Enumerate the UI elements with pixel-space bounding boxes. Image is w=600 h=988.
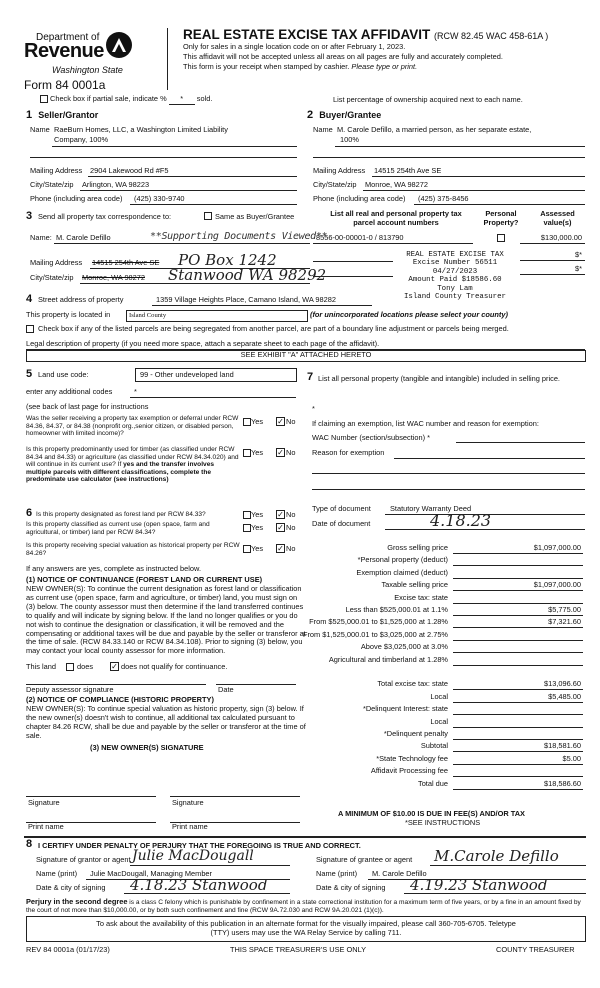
located-label: This property is located in	[26, 310, 111, 319]
owner-signature-2[interactable]: Signature	[172, 798, 204, 807]
yes-label: Yes	[251, 523, 264, 532]
footer-county-treasurer: COUNTY TREASURER	[496, 945, 575, 954]
calc-row-value[interactable]: $5,485.00	[548, 691, 581, 701]
yes-label: Yes	[251, 510, 264, 519]
assessed-value[interactable]: $130,000.00	[540, 233, 582, 242]
s5-number: 5	[26, 368, 33, 380]
s3-mail-label: Mailing Address	[30, 258, 83, 267]
notice-1-body: NEW OWNER(S): To continue the current designation as forest land or classification as current use (open space, farm and agriculture, or timber) land, you must sign on (3) below. The county assessor must then determine if the land transferred continues to qualify and will indicate by signing below. If the land no longer qualifies or you do not wish to continue the designation or classification, it will be removed and the compensating or additional taxes will be due and payable by the seller or transferor at the time of sale. (RCW 84.33.140 or RCW 84.34.108). Prior to signing (3) below, you may contact your local county assessor for more information.	[26, 584, 306, 656]
legal-description-field[interactable]: SEE EXHIBIT "A" ATTACHED HERETO	[26, 350, 586, 362]
personal-property-value[interactable]: *	[312, 404, 315, 413]
no-label: No	[286, 510, 296, 519]
seller-city-label: City/State/zip	[30, 180, 74, 189]
calc-row-value[interactable]: $5,775.00	[548, 605, 581, 614]
calc-row-label: *State Technology fee	[376, 753, 448, 763]
grantor-date-label: Date & city of signing	[36, 883, 106, 892]
reason-label: Reason for exemption	[312, 448, 385, 457]
s5-q2-no-checked[interactable]: ✓	[277, 448, 284, 457]
s5-q1-no-checked[interactable]: ✓	[277, 417, 284, 426]
seller-name-1[interactable]: RaeBurn Homes, LLC, a Washington Limited Liability	[54, 125, 228, 134]
minimum-note: A MINIMUM OF $10.00 IS DUE IN FEE(S) AND/OR TAX	[338, 809, 525, 818]
unincorp-note: (for unincorporated locations please select your county)	[310, 310, 508, 319]
seller-name-label: Name	[30, 125, 50, 134]
buyer-mail[interactable]: 14515 254th Ave SE	[374, 166, 442, 175]
street-label: Street address of property	[38, 295, 124, 304]
seller-heading: 1 Seller/Grantor	[26, 109, 99, 121]
grantee-signature-label: Signature of grantee or agent	[316, 855, 413, 864]
buyer-phone-label: Phone (including area code)	[313, 194, 406, 203]
grantee-signature[interactable]: M.Carole Defillo	[434, 847, 559, 865]
personal-property-checkbox[interactable]	[497, 234, 505, 242]
notice-2-title: (2) NOTICE OF COMPLIANCE (HISTORIC PROPERTY)	[26, 695, 214, 704]
deputy-date-label: Date	[218, 685, 234, 694]
same-as-buyer-checkbox[interactable]	[204, 212, 212, 220]
calc-row-label: Taxable selling price	[381, 580, 448, 590]
s6-question-3: Is this property receiving special valuation as historical property per RCW 84.26?	[26, 542, 240, 557]
county-select[interactable]: Island County	[126, 310, 308, 322]
parcel-number[interactable]: 8556-00-00001-0 / 813790	[316, 233, 404, 242]
parcel-header-2: Personal Property?	[483, 209, 519, 227]
ada-notice: To ask about the availability of this publication in an alternate format for the visually impaired, please call 360-705-6705. Teletype (TTY) users may use the WA Relay Service by calling 711.	[26, 916, 586, 942]
yes-label: Yes	[251, 544, 264, 553]
form-title: REAL ESTATE EXCISE TAX AFFIDAVIT (RCW 82.45 WAC 458-61A )	[183, 27, 549, 42]
claim-exemption-label: If claiming an exemption, list WAC number and reason for exemption:	[312, 419, 539, 428]
s5-q1-yes[interactable]	[243, 418, 251, 426]
s6-q2-no-checked[interactable]: ✓	[277, 523, 284, 532]
calc-row-label: Above $3,025,000 at 3.0%	[360, 642, 448, 652]
s5-question-2: Is this property predominantly used for timber (as classified under RCW 84.34 and 84.33) or agriculture (as classified under RCW 84.34.020) and will continue in its current use? If yes and the transfer involves multiple parcels with different classifications, complete the predominate use calculator (see instructions)	[26, 446, 239, 484]
buyer-name-2[interactable]: 100%	[340, 135, 359, 144]
s3-name-label: Name:	[30, 233, 52, 242]
header-line-3: This form is your receipt when stamped by cashier. Please type or print.	[183, 62, 418, 71]
s3-mail-struck: 14515 254th Ave SE	[92, 258, 160, 267]
calc-row-label: Total due	[418, 778, 448, 788]
seller-phone-label: Phone (including area code)	[30, 194, 123, 203]
notice-2-body: NEW OWNER(S): To continue special valuation as historic property, sign (3) below. If the new owner(s) doesn't wish to continue, all additional tax calculated pursuant to chapter 84.26 RCW, shall be due and payable by the seller or transferor at the time of sale.	[26, 704, 306, 740]
header-line-1: Only for sales in a single location code on or after February 1, 2023.	[183, 42, 406, 51]
land-use-label: Land use code:	[38, 370, 89, 379]
excise-paid-stamp: REAL ESTATE EXCISE TAX Excise Number 56511 04/27/2023 Amount Paid $18586.60 Tony Lam Island County Treasurer	[403, 251, 506, 302]
state-label: Washington State	[52, 65, 123, 75]
perjury-notice: Perjury in the second degree is a class C felony which is punishable by confinement in a state correctional institution for a maximum term of five years, or by a fine in an amount fixed by the court of not more than $10,000.00, or by both such confinement and fine (RCW 9A.72.030 and RCW 9A.20.021 (1)(c)).	[26, 897, 581, 914]
revenue-logo-icon	[104, 30, 134, 60]
additional-codes-value[interactable]: *	[134, 387, 137, 396]
s5-q2-yes[interactable]	[243, 449, 251, 457]
grantor-name-label: Name (print)	[36, 869, 78, 878]
calc-row-label: Local	[430, 716, 448, 726]
calc-row-value[interactable]: $7,321.60	[548, 617, 581, 627]
owner-signature-1[interactable]: Signature	[28, 798, 60, 807]
supporting-docs-stamp: **Supporting Documents Viewed**	[150, 231, 328, 242]
land-does-not-checkbox[interactable]: ✓	[111, 662, 118, 671]
assessed-blank-1[interactable]: $*	[575, 250, 582, 259]
buyer-mail-label: Mailing Address	[313, 166, 366, 175]
owner-print-name-2[interactable]: Print name	[172, 822, 208, 831]
calc-row-label: *Delinquent Interest: state	[362, 704, 448, 714]
calc-row-value[interactable]: $18,581.60	[544, 741, 581, 751]
partial-sale-label: Check box if partial sale, indicate % * sold.	[50, 94, 213, 103]
grantee-date-label: Date & city of signing	[316, 883, 386, 892]
notice-1-title: (1) NOTICE OF CONTINUANCE (FOREST LAND OR CURRENT USE)	[26, 575, 263, 584]
doc-type-value[interactable]: Statutory Warranty Deed	[390, 504, 472, 513]
grantor-signature-label: Signature of grantor or agent	[36, 855, 131, 864]
calc-row-label: Total excise tax: state	[377, 679, 448, 689]
land-use-select[interactable]: 99 - Other undeveloped land	[135, 368, 297, 382]
segregate-checkbox[interactable]	[26, 325, 34, 333]
legal-desc-label: Legal description of property (if you need more space, attach a separate sheet to each page of the affidavit).	[26, 339, 380, 348]
s7-label: List all personal property (tangible and intangible) included in selling price.	[318, 374, 560, 383]
calc-row-label: *Delinquent penalty	[383, 729, 448, 738]
seller-mail-label: Mailing Address	[30, 166, 83, 175]
see-instructions-note: *SEE INSTRUCTIONS	[405, 818, 481, 827]
doc-date-handwritten[interactable]: 4.18.23	[430, 511, 492, 530]
calc-row-label: Exemption claimed (deduct)	[356, 567, 448, 577]
no-label: No	[286, 523, 296, 532]
grantee-name[interactable]: M. Carole Defillo	[372, 869, 427, 878]
calc-row-label: Affidavit Processing fee	[370, 766, 448, 776]
s6-question-2: Is this property classified as current use (open space, farm and agricultural, or timber) land per RCW 84.34?	[26, 521, 210, 536]
s7-number: 7	[307, 371, 314, 383]
calc-row-label: *Personal property (deduct)	[357, 555, 448, 565]
calc-row-label: Less than $525,000.01 at 1.1%	[345, 605, 448, 614]
parcel-header-3: Assessed value(s)	[540, 209, 575, 227]
street-address[interactable]: 1359 Village Heights Place, Camano Island, WA 98282	[156, 295, 336, 304]
grantor-name[interactable]: Julie MacDougall, Managing Member	[90, 869, 213, 878]
footer-treasurer-space: THIS SPACE TREASURER'S USE ONLY	[230, 945, 367, 954]
s5-question-1: Was the seller receiving a property tax exemption or deferral under RCW 84.36, 84.37, or 84.38 (nonprofit org.,senior citizen, or disabled person, homeowner with limited income)?	[26, 415, 239, 438]
calc-row-label: From $1,525,000.01 to $3,025,000 at 2.75%	[302, 629, 448, 639]
buyer-name-1[interactable]: M. Carole Defillo, a married person, as her separate estate,	[337, 125, 532, 134]
calc-row-label: From $525,000.01 to $1,525,000 at 1.28%	[309, 617, 448, 627]
owner-print-name-1[interactable]: Print name	[28, 822, 64, 831]
s3-city-label: City/State/zip	[30, 273, 74, 282]
notice-3-title: (3) NEW OWNER(S) SIGNATURE	[90, 743, 204, 752]
doc-type-label: Type of document	[312, 504, 371, 513]
see-back-note: (see back of last page for instructions	[26, 402, 149, 411]
wac-label: WAC Number (section/subsection) *	[312, 433, 431, 442]
s3-mail-handwritten[interactable]: PO Box 1242	[178, 251, 277, 269]
s6-q3-no-checked[interactable]: ✓	[277, 544, 284, 553]
seller-phone[interactable]: (425) 330-9740	[134, 194, 185, 203]
s6-question-1: Is this property designated as forest land per RCW 84.33?	[36, 511, 206, 518]
s6-q1-no-checked[interactable]: ✓	[277, 510, 284, 519]
buyer-phone[interactable]: (425) 375-8456	[418, 194, 469, 203]
revenue-label: Revenue	[24, 40, 104, 62]
calc-row-value[interactable]: $1,097,000.00	[533, 580, 581, 590]
calc-row-label: Excise tax: state	[394, 592, 448, 602]
certify-statement: I CERTIFY UNDER PENALTY OF PERJURY THAT THE FOREGOING IS TRUE AND CORRECT.	[38, 841, 361, 850]
form-number: Form 84 0001a	[24, 78, 106, 92]
calc-row-value[interactable]: $5.00	[562, 753, 581, 763]
s3-number: 3	[26, 210, 33, 222]
calc-row-label: Subtotal	[420, 741, 448, 751]
header-line-2: This affidavit will not be accepted unless all areas on all pages are fully and accurately completed.	[183, 52, 503, 61]
buyer-name-label: Name	[313, 125, 333, 134]
no-label: No	[286, 417, 296, 426]
s3-city-struck: Monroe, WA 98272	[82, 273, 145, 282]
same-as-buyer-label: Same as Buyer/Grantee	[215, 212, 295, 221]
s3-city-handwritten[interactable]: Stanwood WA 98292	[168, 266, 327, 284]
assessed-blank-2[interactable]: $*	[575, 264, 582, 273]
calc-row-value[interactable]: $1,097,000.00	[533, 543, 581, 552]
no-label: No	[286, 544, 296, 553]
buyer-city[interactable]: Monroe, WA 98272	[365, 180, 428, 189]
parcel-header-1: List all real and personal property tax parcel account numbers	[330, 209, 462, 227]
doc-date-label: Date of document	[312, 519, 371, 528]
footer-rev: REV 84 0001a (01/17/23)	[26, 945, 110, 954]
s4-number: 4	[26, 293, 33, 305]
s6-q3-yes[interactable]	[243, 545, 251, 553]
if-yes-note: If any answers are yes, complete as instructed below.	[26, 564, 201, 573]
ownership-note: List percentage of ownership acquired next to each name.	[333, 95, 523, 104]
buyer-city-label: City/State/zip	[313, 180, 357, 189]
calc-row-label: Gross selling price	[387, 543, 448, 552]
s8-number: 8	[26, 838, 33, 850]
s3-label: Send all property tax correspondence to:	[38, 212, 172, 221]
dept-label: Department of	[36, 32, 100, 43]
seller-mail[interactable]: 2904 Lakewood Rd #F5	[90, 166, 169, 175]
calc-row-label: Local	[430, 691, 448, 701]
grantee-date-city[interactable]: 4.19.23 Stanwood	[410, 876, 548, 894]
s6-number: 6	[26, 507, 33, 519]
yes-label: Yes	[251, 448, 264, 457]
partial-sale-checkbox[interactable]	[40, 95, 48, 103]
land-does-checkbox[interactable]	[66, 663, 74, 671]
s6-q1-yes[interactable]	[243, 511, 251, 519]
segregate-label: Check box if any of the listed parcels are being segregated from another parcel, are part of a boundary line adjustment or parcels being merged.	[38, 324, 509, 333]
buyer-heading: 2 Buyer/Grantee	[307, 109, 382, 121]
yes-label: Yes	[251, 417, 264, 426]
grantor-signature[interactable]: Julie MacDougall	[132, 848, 254, 864]
grantor-date-city[interactable]: 4.18.23 Stanwood	[130, 876, 268, 894]
no-label: No	[286, 448, 296, 457]
calc-row-value[interactable]: $13,096.60	[544, 679, 581, 689]
seller-city[interactable]: Arlington, WA 98223	[82, 180, 150, 189]
s3-name[interactable]: M. Carole Defillo	[56, 233, 111, 242]
deputy-signature-label: Deputy assessor signature	[26, 685, 114, 694]
this-land-label: This land	[26, 662, 56, 671]
calc-row-value[interactable]: $18,586.60	[544, 778, 581, 788]
additional-codes-label: enter any additional codes	[26, 387, 113, 396]
grantee-name-label: Name (print)	[316, 869, 358, 878]
does-not-qualify-label: does not qualify for continuance.	[121, 662, 228, 671]
calc-row-label: Agricultural and timberland at 1.28%	[328, 654, 448, 664]
s6-q2-yes[interactable]	[243, 524, 251, 532]
seller-name-2[interactable]: Company, 100%	[54, 135, 109, 144]
does-label: does	[77, 662, 94, 671]
